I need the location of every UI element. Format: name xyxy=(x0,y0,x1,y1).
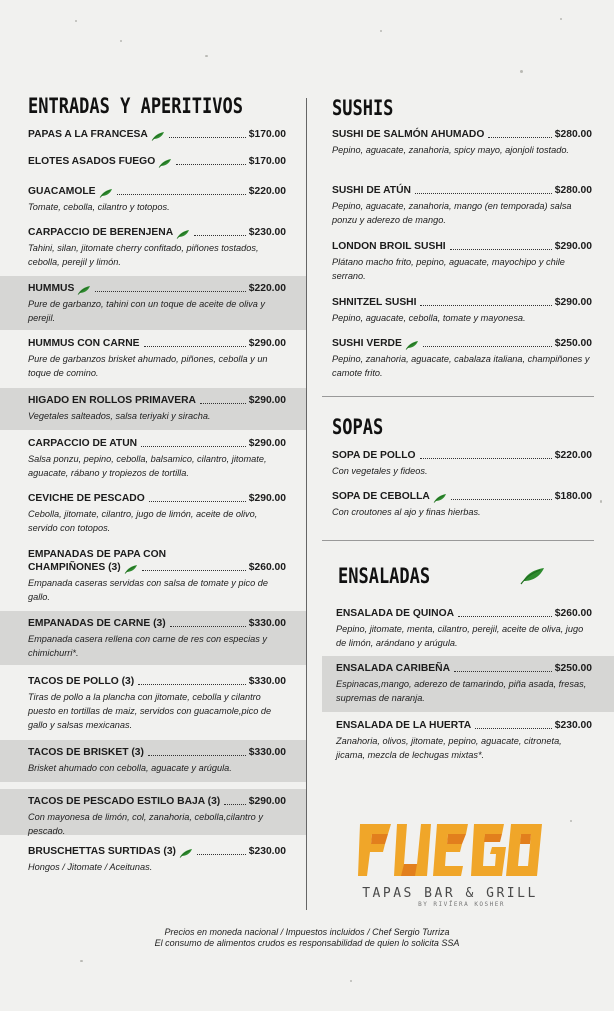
item-name: SUSHI VERDE xyxy=(332,338,402,349)
menu-item xyxy=(0,740,306,782)
menu-item xyxy=(28,226,286,269)
menu-item xyxy=(0,276,306,330)
menu-item xyxy=(28,155,286,168)
logo-subtitle: TAPAS BAR & GRILL xyxy=(362,886,538,901)
item-price: $170.00 xyxy=(248,129,286,140)
dot-leader xyxy=(458,616,552,617)
item-price: $330.00 xyxy=(248,676,286,687)
dot-leader xyxy=(142,570,246,571)
leaf-icon xyxy=(179,848,193,858)
item-description: Tahini, silan, jitomate cherry confitado, piñones tostados, cebolla, perejil y limón. xyxy=(28,243,259,267)
menu-item xyxy=(0,611,306,665)
item-price: $290.00 xyxy=(248,395,286,406)
menu-item xyxy=(28,675,286,732)
menu-item xyxy=(28,185,286,214)
item-description: Pepino, aguacate, cebolla, tomate y mayonesa. xyxy=(332,313,526,323)
item-description: Pure de garbanzo, tahini con un toque de aceite de oliva y perejil. xyxy=(28,299,265,323)
item-name: ENSALADA DE LA HUERTA xyxy=(336,720,472,731)
item-description: Tomate, cebolla, cilantro y totopos. xyxy=(28,202,170,212)
item-price: $290.00 xyxy=(248,438,286,449)
menu-item xyxy=(28,337,286,380)
item-name: HUMMUS CON CARNE xyxy=(28,338,140,349)
item-description: Empanada caseras servidas con salsa de tomate y pico de gallo. xyxy=(28,578,269,602)
item-name: LONDON BROIL SUSHI xyxy=(332,241,446,252)
menu-item xyxy=(28,128,286,141)
item-price: $260.00 xyxy=(554,608,592,619)
item-price: $230.00 xyxy=(248,846,286,857)
item-price: $180.00 xyxy=(554,491,592,502)
item-description: Con croutones al ajo y finas hierbas. xyxy=(332,507,481,517)
item-price: $220.00 xyxy=(248,186,286,197)
section-title-ensaladas: ENSALADAS xyxy=(338,564,431,589)
menu-item xyxy=(0,388,306,430)
section-title-entradas: ENTRADAS Y APERITIVOS xyxy=(28,94,243,119)
item-description: Espinacas,mango, aderezo de tamarindo, piña asada, fresas, supremas de naranja. xyxy=(336,679,587,703)
item-description: Vegetales salteados, salsa teriyaki y siracha. xyxy=(28,411,211,421)
item-description: Salsa ponzu, pepino, cebolla, balsamico, cilantro, jitomate, aguacate, rábano y tropiezos de tortilla. xyxy=(28,454,267,478)
dot-leader xyxy=(144,346,246,347)
menu-item xyxy=(28,437,286,480)
item-description: Pepino, zanahoria, aguacate, cabalaza italiana, champiñones y camote frito. xyxy=(332,354,590,378)
item-name: HUMMUS xyxy=(28,283,75,294)
item-name: SOPA DE CEBOLLA xyxy=(332,491,430,502)
item-price: $230.00 xyxy=(554,720,592,731)
footer-line-1: Precios en moneda nacional / Impuestos incluidos / Chef Sergio Turriza xyxy=(164,927,450,937)
leaf-icon xyxy=(77,285,91,295)
item-name: PAPAS A LA FRANCESA xyxy=(28,129,148,140)
menu-item xyxy=(28,492,286,535)
menu-item xyxy=(28,548,286,604)
item-price: $250.00 xyxy=(554,338,592,349)
item-description: Plátano macho frito, pepino, aguacate, mayochipo y chile serrano. xyxy=(332,257,565,281)
item-price: $230.00 xyxy=(248,227,286,238)
dot-leader xyxy=(197,854,246,855)
item-description: Pure de garbanzos brisket ahumado, piñones, cebolla y un toque de comino. xyxy=(28,354,268,378)
item-description: Brisket ahumado con cebolla, aguacate y arúgula. xyxy=(28,763,232,773)
item-name: HIGADO EN ROLLOS PRIMAVERA xyxy=(28,395,196,406)
item-name: ENSALADA CARIBEÑA xyxy=(336,663,451,674)
item-price: $330.00 xyxy=(248,618,286,629)
item-price: $290.00 xyxy=(248,338,286,349)
dot-leader xyxy=(200,403,246,404)
dot-leader xyxy=(475,728,552,729)
item-description: Empanada casera rellena con carne de res con especias y chimichurri*. xyxy=(28,634,268,658)
item-description: Con vegetales y fideos. xyxy=(332,466,428,476)
menu-item xyxy=(322,607,614,650)
item-name: CARPACCIO DE ATUN xyxy=(28,438,138,449)
item-price: $290.00 xyxy=(554,297,592,308)
item-description: Zanahoria, olivos, jitomate, pepino, aguacate, citroneta, jicama, mezcla de lechugas mixtas*. xyxy=(336,736,562,760)
dot-leader xyxy=(141,446,246,447)
leaf-icon xyxy=(99,188,113,198)
item-name: CARPACCIO DE BERENJENA xyxy=(28,227,174,238)
item-description: Pepino, jitomate, menta, cilantro, perejil, aceite de oliva, jugo de limón, arándano y arúgula. xyxy=(336,624,584,648)
leaf-icon xyxy=(176,229,190,239)
dot-leader xyxy=(169,137,246,138)
item-name: SOPA DE POLLO xyxy=(332,450,416,461)
item-name: ELOTES ASADOS FUEGO xyxy=(28,156,156,167)
leaf-icon xyxy=(158,158,172,168)
dot-leader xyxy=(170,626,246,627)
section-title-sopas: SOPAS xyxy=(332,415,384,440)
item-price: $170.00 xyxy=(248,156,286,167)
item-price: $280.00 xyxy=(554,129,592,140)
dot-leader xyxy=(224,804,246,805)
item-price: $220.00 xyxy=(248,283,286,294)
item-description: Pepino, aguacate, zanahoria, spicy mayo, ajonjoli tostado. xyxy=(332,145,569,155)
item-price: $220.00 xyxy=(554,450,592,461)
dot-leader xyxy=(138,684,246,685)
item-name: EMPANADAS DE CARNE (3) xyxy=(28,618,166,629)
dot-leader xyxy=(454,671,552,672)
item-price: $330.00 xyxy=(248,747,286,758)
item-description: Con mayonesa de limón, col, zanahoria, cebolla,cilantro y pescado. xyxy=(28,812,263,836)
item-name: TACOS DE POLLO (3) xyxy=(28,676,135,687)
item-price: $280.00 xyxy=(554,185,592,196)
fuego-logo xyxy=(355,820,545,910)
dot-leader xyxy=(95,291,245,292)
menu-item xyxy=(0,789,306,835)
dot-leader xyxy=(176,164,246,165)
item-name: TACOS DE BRISKET (3) xyxy=(28,747,144,758)
item-price: $290.00 xyxy=(248,796,286,807)
menu-item xyxy=(28,845,286,874)
item-name: GUACAMOLE xyxy=(28,186,96,197)
leaf-icon xyxy=(151,131,165,141)
item-price: $290.00 xyxy=(554,241,592,252)
item-price: $260.00 xyxy=(248,562,286,573)
item-name: EMPANADAS DE PAPA CON xyxy=(28,549,167,560)
item-description: Hongos / Jitomate / Aceitunas. xyxy=(28,862,153,872)
item-name: ENSALADA DE QUINOA xyxy=(336,608,455,619)
item-name: BRUSCHETTAS SURTIDAS (3) xyxy=(28,846,176,857)
item-name: SUSHI DE ATÚN xyxy=(332,185,411,196)
item-name: CEVICHE DE PESCADO xyxy=(28,493,145,504)
item-name-line-2: CHAMPIÑONES (3) xyxy=(28,562,121,573)
section-title-sushis: SUSHIS xyxy=(332,96,394,121)
menu-item xyxy=(322,656,614,712)
footer-line-2: El consumo de alimentos crudos es responsabilidad de quien lo solicita SSA xyxy=(154,938,460,948)
item-description: Tiras de pollo a la plancha con jitomate, cebolla y cilantro puesto en tortillas de maiz, servidos con guacamole,pico de gallo y salsas mexicanas. xyxy=(28,692,272,730)
column-divider xyxy=(306,98,307,910)
logo-byline: BY RIVIERA KOSHER xyxy=(418,901,505,908)
item-name: SUSHI DE SALMÓN AHUMADO xyxy=(332,129,485,140)
item-price: $250.00 xyxy=(554,663,592,674)
dot-leader xyxy=(194,235,246,236)
leaf-icon xyxy=(124,564,138,574)
item-description: Pepino, aguacate, zanahoria, mango (en temporada) salsa ponzu y aderezo de mango. xyxy=(332,201,572,225)
dot-leader xyxy=(148,755,246,756)
dot-leader xyxy=(149,501,246,502)
fuego-logo-mark xyxy=(355,820,545,880)
item-description: Cebolla, jitomate, cilantro, jugo de limón, aceite de olivo, servido con totopos. xyxy=(28,509,258,533)
entradas-list xyxy=(28,0,286,1011)
item-price: $290.00 xyxy=(248,493,286,504)
item-name: TACOS DE PESCADO ESTILO BAJA (3) xyxy=(28,796,221,807)
item-name: SHNITZEL SUSHI xyxy=(332,297,417,308)
dot-leader xyxy=(117,194,246,195)
menu-item xyxy=(322,719,614,762)
